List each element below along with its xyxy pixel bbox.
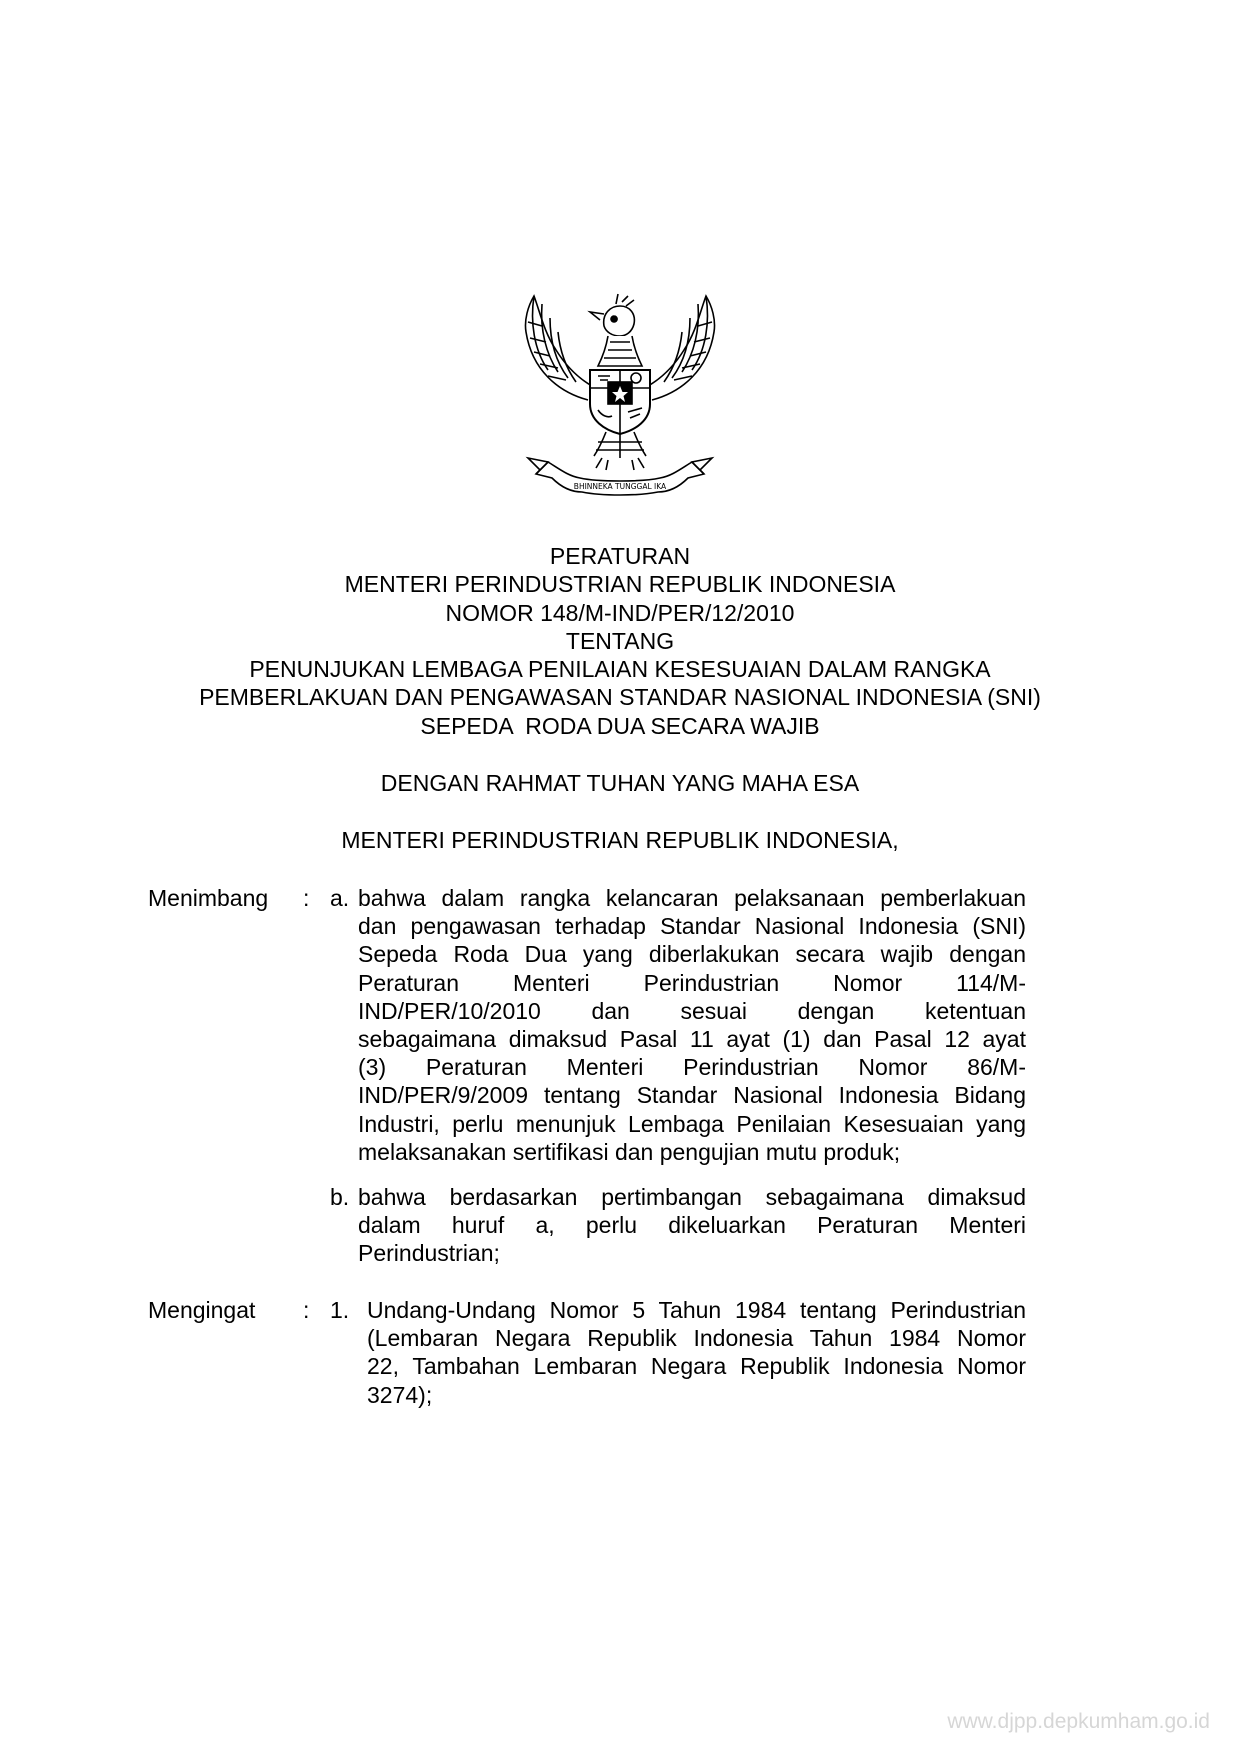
menimbang-item-a — [358, 884, 1026, 1166]
text-line: Perindustrian; — [358, 1240, 500, 1267]
text-line: melaksanakan sertifikasi dan pengujian mutu produk; — [358, 1138, 901, 1165]
menimbang-label: Menimbang — [148, 885, 269, 911]
menimbang-colon: : — [303, 885, 310, 911]
title-line-6: PEMBERLAKUAN DAN PENGAWASAN STANDAR NASIONAL INDONESIA (SNI) — [199, 684, 1041, 711]
watermark-link[interactable]: www.djpp.depkumham.go.id — [947, 1710, 1210, 1733]
mengingat-item-1-marker: 1. — [330, 1297, 350, 1323]
text-line: bahwa dalam rangka kelancaran pelaksanaan pemberlakuan — [358, 885, 1026, 911]
menimbang-item-b-marker: b. — [330, 1184, 350, 1210]
text-line: (3) Peraturan Menteri Perindustrian Nomor 86/M- — [358, 1054, 1026, 1081]
minister-heading: MENTERI PERINDUSTRIAN REPUBLIK INDONESIA, — [341, 827, 899, 853]
text-line: dan pengawasan terhadap Standar Nasional Indonesia (SNI) — [358, 913, 1026, 940]
text-line: IND/PER/9/2009 tentang Standar Nasional Indonesia Bidang — [358, 1082, 1026, 1109]
invocation: DENGAN RAHMAT TUHAN YANG MAHA ESA — [380, 770, 860, 796]
text-line: (Lembaran Negara Republik Indonesia Tahun 1984 Nomor — [367, 1325, 1026, 1352]
title-line-4: TENTANG — [565, 627, 675, 654]
title-line-5: PENUNJUKAN LEMBAGA PENILAIAN KESESUAIAN DALAM RANGKA — [249, 656, 991, 683]
mengingat-colon: : — [303, 1297, 310, 1323]
text-line: Sepeda Roda Dua yang diberlakukan secara wajib dengan — [358, 941, 1026, 968]
emblem-motto: BHINNEKA TUNGGAL IKA — [573, 482, 667, 491]
text-line: sebagaimana dimaksud Pasal 11 ayat (1) dan Pasal 12 ayat — [358, 1026, 1026, 1053]
document-title-block — [120, 542, 1120, 740]
text-line: Undang-Undang Nomor 5 Tahun 1984 tentang Perindustrian — [367, 1297, 1026, 1323]
text-line: 3274); — [367, 1381, 433, 1408]
title-line-3: NOMOR 148/M-IND/PER/12/2010 — [445, 599, 795, 626]
text-line: IND/PER/10/2010 dan sesuai dengan ketentuan — [358, 997, 1026, 1024]
title-line-2: MENTERI PERINDUSTRIAN REPUBLIK INDONESIA — [344, 571, 896, 598]
title-line-1: PERATURAN — [549, 543, 691, 569]
garuda-emblem-icon — [518, 292, 722, 504]
menimbang-item-b — [358, 1183, 1026, 1268]
text-line: Peraturan Menteri Perindustrian Nomor 114/M- — [358, 969, 1026, 996]
text-line: dalam huruf a, perlu dikeluarkan Peraturan Menteri — [358, 1212, 1026, 1239]
text-line: 22, Tambahan Lembaran Negara Republik Indonesia Nomor — [367, 1353, 1026, 1380]
text-line: bahwa berdasarkan pertimbangan sebagaimana dimaksud — [358, 1184, 1026, 1210]
mengingat-label: Mengingat — [148, 1297, 256, 1323]
mengingat-item-1 — [367, 1296, 1026, 1409]
title-line-7: SEPEDA RODA DUA SECARA WAJIB — [420, 712, 820, 739]
menimbang-item-a-marker: a. — [330, 885, 350, 911]
text-line: Industri, perlu menunjuk Lembaga Penilaian Kesesuaian yang — [358, 1110, 1026, 1137]
